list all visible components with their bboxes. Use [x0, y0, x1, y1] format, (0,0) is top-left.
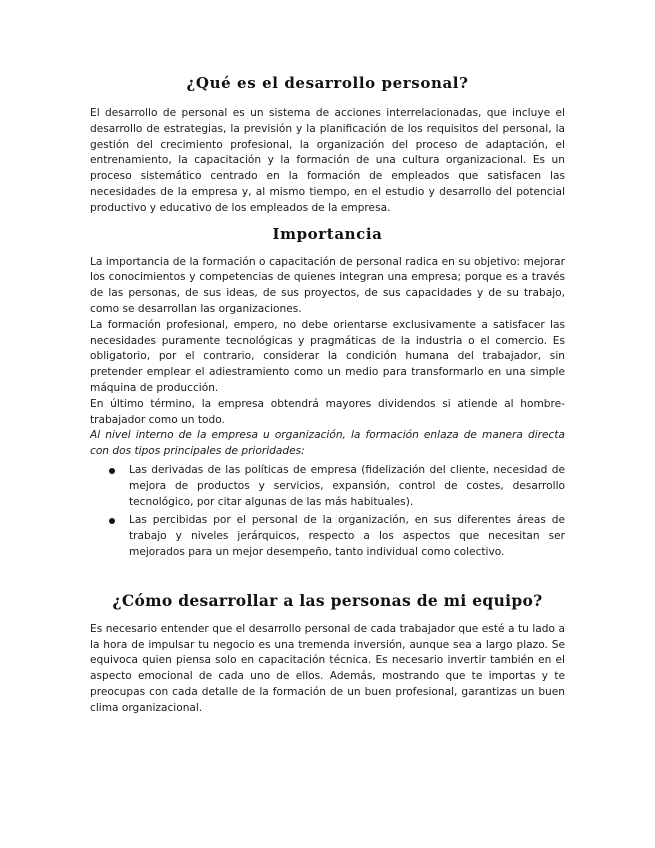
- priorities-list: [90, 463, 565, 561]
- list-item-text: Las derivadas de las políticas de empresa (fidelización del cliente, necesidad de mejora de productos y servicios, expansión, control de costes, desarrollo tecnológico, por citar algunas de las más habituales).: [129, 463, 565, 508]
- paragraph-importancia-3: En último término, la empresa obtendrá mayores dividendos si atiende al hombre-trabajador como un todo.: [90, 397, 565, 426]
- bullet-icon: [109, 518, 115, 524]
- bullet-icon: [109, 468, 115, 474]
- section-title-como-desarrollar: ¿Cómo desarrollar a las personas de mi equipo?: [112, 590, 543, 610]
- section-title-desarrollo-personal: ¿Qué es el desarrollo personal?: [186, 74, 469, 92]
- document-content: [90, 74, 565, 717]
- paragraph-como-desarrollar: Es necesario entender que el desarrollo personal de cada trabajador que esté a tu lado a la hora de impulsar tu negocio es una tremenda inversión, aunque sea a largo plazo. Se equivoca quien piensa solo en capacitación técnica. Es necesario invertir también en el aspecto emocional de cada uno de ellos. Además, mostrando que te importas y te preocupas con cada detalle de la formación de un buen profesional, garantizas un buen clima organizacional.: [90, 622, 565, 714]
- paragraph-importancia-2: La formación profesional, empero, no debe orientarse exclusivamente a satisfacer las necesidades puramente tecnológicas y pragmáticas de la industria o el comercio. Es obligatorio, por el contrario, considerar la condición humana del trabajador, sin pretender emplear el adiestramiento como un medio para transformarlo en una simple máquina de producción.: [90, 318, 565, 394]
- section-title-importancia: Importancia: [272, 224, 383, 243]
- list-item: [90, 463, 565, 510]
- paragraph-definicion: El desarrollo de personal es un sistema de acciones interrelacionadas, que incluye el desarrollo de estrategias, la previsión y la planificación de los requisitos del personal, la gestión del crecimiento profesional, la organización del proceso de adaptación, el entrenamiento, la capacitación y la formación de una cultura organizacional. Es un proceso sistemático centrado en la formación de empleados que satisfacen las necesidades de la empresa y, al mismo tiempo, en el estudio y desarrollo del potencial productivo y educativo de los empleados de la empresa.: [90, 107, 565, 214]
- paragraph-importancia-1: La importancia de la formación o capacitación de personal radica en su objetivo: mejorar los conocimientos y competencias de quienes integran una empresa; porque es a través de las personas, de sus ideas, de sus proyectos, de sus capacidades y de su trabajo, como se desarrollan las organizaciones.: [90, 255, 565, 315]
- paragraph-prioridades-intro: Al nivel interno de la empresa u organización, la formación enlaza de manera directa con dos tipos principales de prioridades:: [90, 429, 565, 458]
- list-item-text: Las percibidas por el personal de la organización, en sus diferentes áreas de trabajo y niveles jerárquicos, respecto a los aspectos que necesitan ser mejorados para un mejor desempeño, tanto individual como colectivo.: [129, 514, 565, 558]
- list-item: [90, 513, 565, 560]
